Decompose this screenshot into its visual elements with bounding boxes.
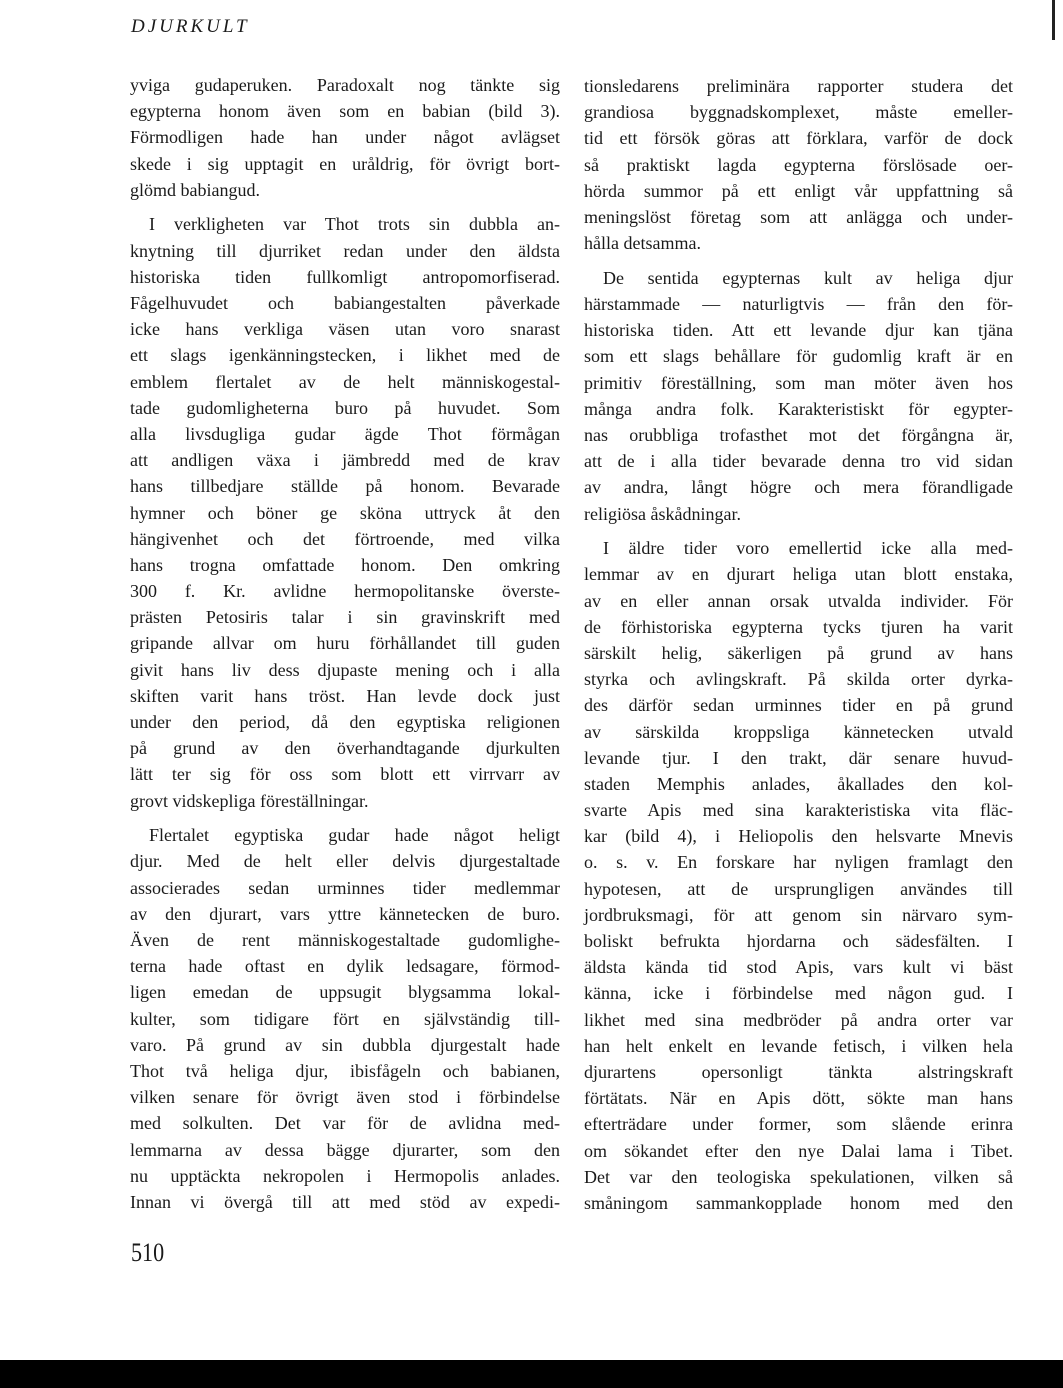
text-line: glömd babiangud. (130, 179, 260, 200)
text-line: nu upptäckta nekropolen i Hermopolis anlades. (130, 1165, 560, 1186)
text-line: hålla detsamma. (584, 233, 701, 254)
text-line: I verkligheten var Thot trots sin dubbla an- (149, 214, 560, 235)
text-line: religiösa åskådningar. (584, 503, 741, 524)
scan-border (0, 1360, 1063, 1388)
text-line: givit hans liv dess djupaste mening och i alla (130, 659, 560, 680)
text-line: som ett slags behållare för gudomlig kraft är en (584, 346, 1013, 367)
text-line: jordbruksmagi, för att genom sin närvaro sym- (584, 904, 1013, 925)
text-line: förtätats. När en Apis dött, sökte man hans (584, 1088, 1013, 1109)
text-line: varo. På grund av sin dubbla djurgestalt hade (130, 1034, 560, 1055)
text-line: I äldre tider voro emellertid icke alla med- (603, 538, 1013, 559)
text-line: av en eller annan orsak utvalda individer. För (584, 590, 1013, 611)
text-line: boliskt befrukta hjordarna och sädesfälten. I (584, 931, 1013, 951)
paragraph (584, 73, 1013, 256)
text-line: primitiv föreställning, som man möter även hos (584, 372, 1013, 393)
text-line: des därför sedan urminnes tider en på grund (584, 695, 1013, 716)
text-line: knytning till djurriket redan under den äldsta (130, 240, 560, 261)
text-line: staden Memphis anlades, åkallades den kol- (584, 773, 1013, 794)
text-line: icke hans verkliga väsen utan voro snarast (130, 319, 560, 340)
text-line: hörda summor på ett enligt vår uppfattning så (584, 180, 1013, 201)
text-line: egypterna honom även som en babian (bild 3). (130, 101, 560, 122)
text-line: lemmar av en djurart heliga utan blott enstaka, (584, 564, 1013, 585)
paragraph (584, 265, 1013, 527)
text-line: skede i sig upptagit en uråldrig, för övrigt bort- (130, 153, 560, 174)
text-line: djur. Med de helt eller delvis djurgestaltade (130, 851, 560, 872)
text-line: djurartens opersonligt tänkta alstringskraft (584, 1061, 1013, 1082)
text-line: att andligen växa i jämbredd med de krav (130, 450, 560, 471)
paragraph (584, 535, 1013, 1216)
text-line: 300 f. Kr. avlidne hermopolitanske överste- (130, 581, 560, 602)
text-column-left (130, 72, 560, 1224)
text-line: nas orubbliga trofasthet mot det förgångna är, (584, 424, 1013, 445)
text-line: levande tjur. I den trakt, där senare huvud- (584, 747, 1013, 768)
text-line: av andra, långt högre och mera förandligade (584, 477, 1013, 498)
text-line: tid ett försök göras att förklara, varför de dock (584, 128, 1013, 149)
text-line: många andra folk. Karakteristiskt för egypter- (584, 398, 1013, 419)
text-line: om sökandet efter den nye Dalai lama i Tibet. (584, 1140, 1013, 1161)
text-line: grovt vidskepliga föreställningar. (130, 790, 369, 811)
text-line: ett slags igenkänningstecken, i likhet med de (130, 345, 560, 366)
text-line: o. s. v. En forskare har nyligen framlagt den (584, 852, 1013, 873)
text-line: meningslöst företag som att anlägga och under- (584, 206, 1013, 227)
text-line: Det var den teologiska spekulationen, vilken så (584, 1166, 1013, 1187)
text-line: grandiosa byggnadskomplexet, måste emeller- (584, 102, 1013, 123)
text-line: likhet med sina medbröder på andra orter var (584, 1009, 1013, 1030)
paragraph (130, 72, 560, 203)
text-line: härstammade — naturligtvis — från den för- (584, 294, 1013, 314)
text-line: Innan vi övergå till att med stöd av expedi- (130, 1191, 560, 1212)
text-line: känna, icke i förbindelse med någon gud. I (584, 983, 1013, 1004)
text-line: lätt ter sig för oss som blott ett virrvarr av (130, 764, 560, 785)
text-line: skiften varit hans tröst. Han levde dock just (130, 685, 560, 706)
text-line: associerades sedan urminnes tider medlemmar (130, 877, 560, 898)
text-line: hans trogna omfattade honom. Den omkring (130, 554, 560, 575)
text-line: kulter, som tidigare fört en självständig till- (130, 1008, 560, 1029)
text-line: svarte Apis med sina karakteristiska vita fläc- (584, 800, 1013, 821)
text-line: småningom sammankopplade honom med den (584, 1192, 1013, 1213)
text-line: lemmarna av dessa bägge djurarter, som den (130, 1139, 560, 1160)
text-line: efterträdare under former, som slående erinra (584, 1114, 1013, 1135)
text-line: Fågelhuvudet och babiangestalten påverkade (130, 293, 560, 313)
text-line: äldsta kända tid stod Apis, vars kult vi bäst (584, 957, 1013, 978)
text-line: ligen emedan de uppsugit blygsamma lokal- (130, 982, 560, 1003)
text-line: prästen Petosiris talar i sin gravinskrift med (130, 607, 560, 628)
text-line: vilken senare för övrigt även stod i förbindelse (130, 1087, 560, 1108)
text-line: särskilt helig, säkerligen på grund av hans (584, 642, 1013, 663)
text-line: så praktiskt lagda egypterna förslösade oer- (584, 154, 1013, 175)
text-line: tionsledarens preliminära rapporter studera det (584, 76, 1013, 96)
text-line: De sentida egypternas kult av heliga djur (603, 267, 1013, 288)
text-column-right (584, 73, 1013, 1225)
text-line: Förmodligen hade han under något avlägset (130, 127, 560, 148)
text-line: kar (bild 4), i Heliopolis den helsvarte Mnevis (584, 826, 1013, 847)
text-line: tade gudomligheterna buro på huvudet. Som (130, 397, 560, 418)
text-line: hymner och böner ge sköna uttryck åt den (130, 502, 560, 523)
text-line: yviga gudaperuken. Paradoxalt nog tänkte sig (130, 75, 560, 95)
text-line: under den period, då den egyptiska religionen (130, 712, 560, 732)
paragraph (130, 822, 560, 1215)
text-line: av den djurart, vars yttre kännetecken de buro. (130, 903, 560, 924)
text-line: hans tillbedjare ställde på honom. Bevarade (130, 476, 560, 497)
scan-edge (1052, 0, 1055, 40)
paragraph (130, 211, 560, 813)
page-number: 510 (131, 1238, 165, 1267)
text-line: gripande allvar om huru förhållandet till guden (130, 633, 560, 654)
text-line: att de i alla tider bevarade denna tro vid sidan (584, 451, 1013, 472)
text-line: de förhistoriska egypterna tycks tjuren ha varit (584, 616, 1013, 637)
text-line: Flertalet egyptiska gudar hade något heligt (149, 825, 560, 846)
text-line: av särskilda kroppsliga kännetecken utvald (584, 721, 1013, 742)
text-line: Även de rent människogestaltade gudomlighe- (130, 930, 560, 950)
text-line: terna hade oftast en dylik ledsagare, förmod- (130, 956, 560, 977)
text-line: historiska tiden fullkomligt antropomorfiserad. (130, 266, 560, 287)
text-line: hängivenhet och det förtroende, med vilka (130, 528, 560, 549)
text-line: han helt enkelt en levande fetisch, i vilken hela (584, 1035, 1013, 1056)
text-line: med solkulten. Det var för de avlidna med- (130, 1113, 560, 1134)
text-line: emblem flertalet av de helt människogestal- (130, 371, 560, 392)
text-line: Thot två heliga djur, ibisfågeln och babianen, (130, 1060, 560, 1081)
text-line: alla livsdugliga gudar ägde Thot förmågan (130, 423, 560, 444)
text-line: historiska tiden. Att ett levande djur kan tjäna (584, 320, 1013, 341)
running-header: DJURKULT (131, 16, 250, 37)
text-line: på grund av den överhandtagande djurkulten (130, 738, 560, 759)
text-line: hypotesen, att de ursprungligen användes till (584, 878, 1013, 899)
text-line: styrka och avlingskraft. På skilda orter dyrka- (584, 669, 1013, 690)
